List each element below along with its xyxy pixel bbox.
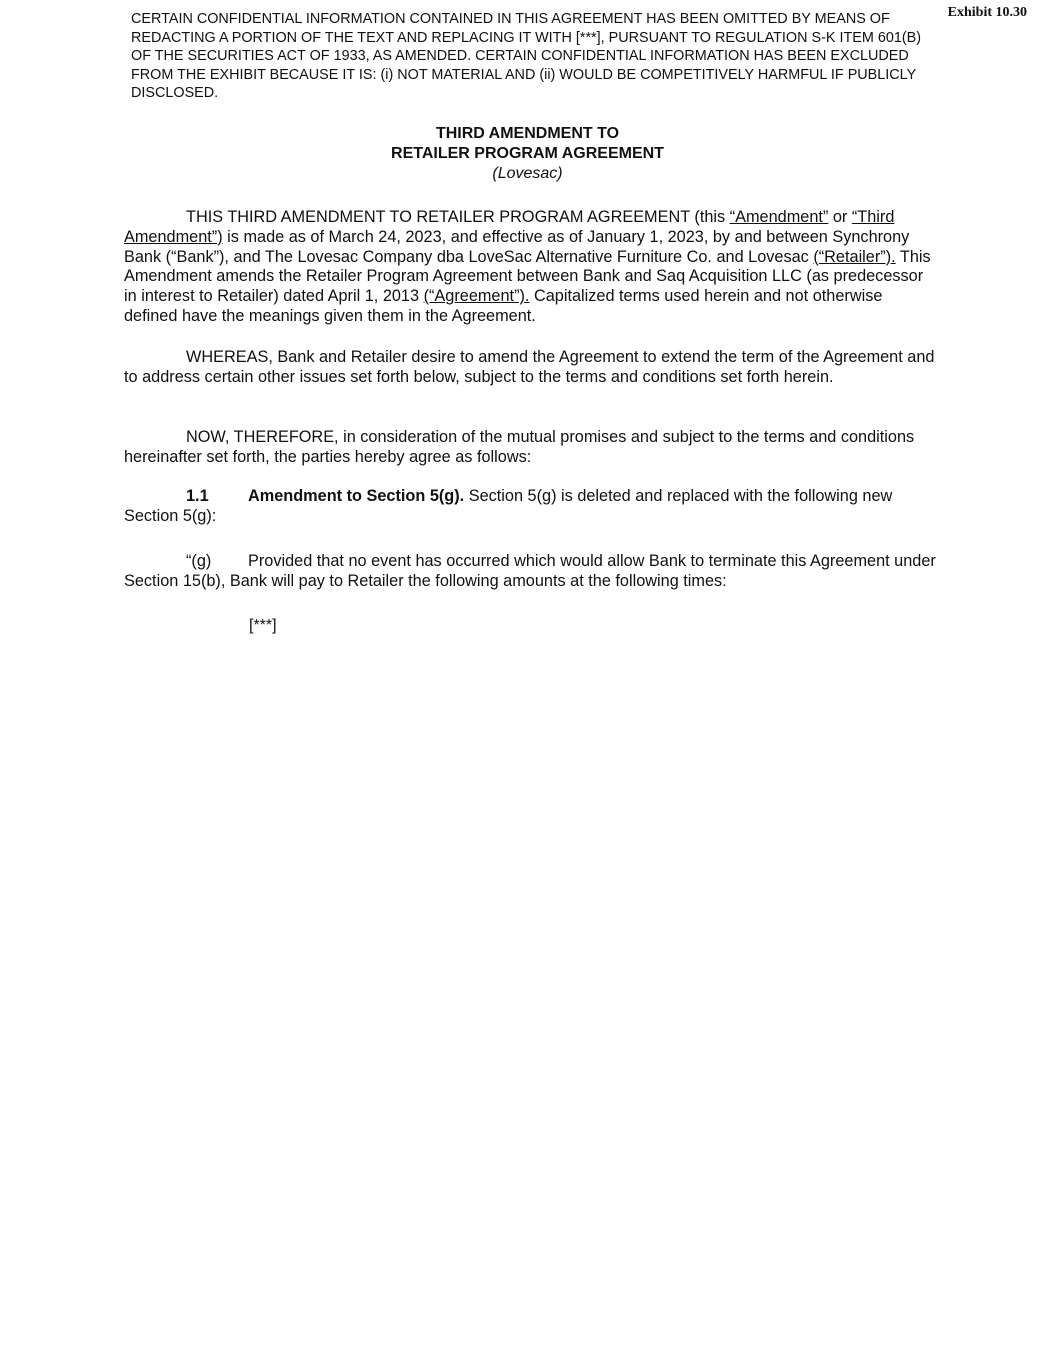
now-therefore-paragraph (124, 428, 936, 468)
defined-term-third-amendment: “Third Amendment”) (124, 208, 895, 246)
defined-term-retailer: (“Retailer”). (813, 247, 896, 266)
section-heading: Amendment to Section 5(g). (248, 487, 465, 505)
section-number: 1.1 (186, 487, 209, 505)
preamble-text-4: This Amendment amends the Retailer Program Agreement between Bank and Saq Acquisition LLC (as predecessor in interest to Retailer) dated April 1, 2013 (124, 247, 931, 306)
exhibit-label: Exhibit 10.30 (947, 5, 1027, 20)
preamble-text-2: or (828, 208, 852, 226)
preamble-text-5: Capitalized terms used herein and not otherwise defined have the meanings given them in the Agreement. (124, 287, 883, 325)
title-line-1: THIRD AMENDMENT TO (435, 125, 620, 142)
section-1-1-paragraph (124, 487, 936, 527)
preamble-paragraph (124, 208, 936, 327)
whereas-text: WHEREAS, Bank and Retailer desire to amend the Agreement to extend the term of the Agreement and to address certain other issues set forth below, subject to the terms and conditions set forth herein. (124, 348, 935, 386)
document-title (0, 124, 1055, 184)
confidential-notice: CERTAIN CONFIDENTIAL INFORMATION CONTAINED IN THIS AGREEMENT HAS BEEN OMITTED BY MEANS OF REDACTING A PORTION OF THE TEXT AND REPLACING IT WITH [***], PURSUANT TO REGULATION S-K ITEM 601(B) OF THE SECURITIES ACT OF 1933, AS AMENDED. CERTAIN CONFIDENTIAL INFORMATION HAS BEEN EXCLUDED FROM THE EXHIBIT BECAUSE IT IS: (i) NOT MATERIAL AND (ii) WOULD BE COMPETITIVELY HARMFUL IF PUBLICLY DISCLOSED. (131, 11, 922, 102)
defined-term-amendment: “Amendment” (729, 208, 829, 226)
subsection-text: Provided that no event has occurred which would allow Bank to terminate this Agreement under Section 15(b), Bank will pay to Retailer the following amounts at the following times: (124, 552, 936, 590)
preamble-text-1: THIS THIRD AMENDMENT TO RETAILER PROGRAM AGREEMENT (this (186, 208, 730, 226)
preamble-text-3: is made as of March 24, 2023, and effective as of January 1, 2023, by and between Synchrony Bank (“Bank”), and The Lovesac Company dba LoveSac Alternative Furniture Co. and Lovesac (124, 227, 910, 266)
subsection-g-paragraph (124, 552, 936, 592)
whereas-paragraph (124, 348, 936, 388)
subsection-label: “(g) (186, 552, 212, 570)
title-line-2: RETAILER PROGRAM AGREEMENT (391, 145, 664, 162)
now-therefore-text: NOW, THEREFORE, in consideration of the mutual promises and subject to the terms and conditions hereinafter set forth, the parties hereby agree as follows: (124, 428, 915, 466)
title-party: (Lovesac) (492, 165, 563, 182)
redacted-marker: [***] (249, 617, 277, 634)
defined-term-agreement: (“Agreement”). (423, 287, 530, 306)
section-text: Section 5(g) is deleted and replaced with the following new Section 5(g): (124, 487, 893, 525)
